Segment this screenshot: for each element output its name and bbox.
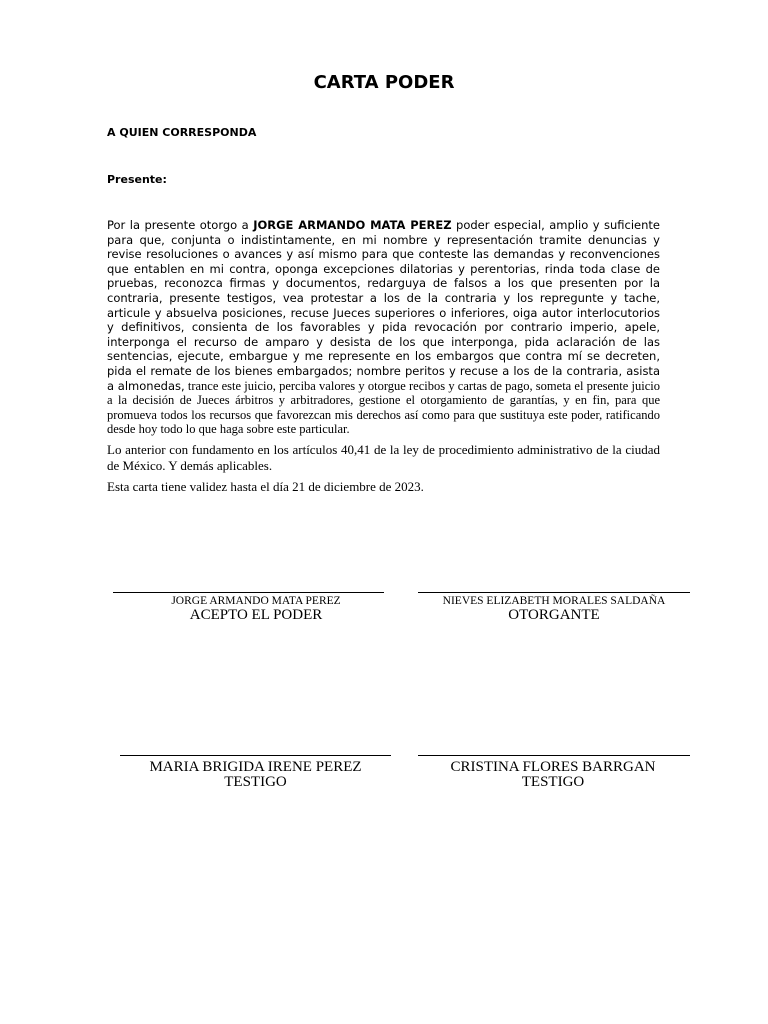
signature-line-accepter [113,592,384,593]
witness-2-role: TESTIGO [521,774,585,790]
legal-basis-paragraph: Lo anterior con fundamento en los artículos 40,41 de la ley de procedimiento administrativo de la ciudad de México. Y demás aplicables. [107,442,660,473]
witness-2-name: CRISTINA FLORES BARRGAN [450,759,656,775]
signature-line-witness-2 [418,755,690,756]
body-intro: Por la presente otorgo a [107,218,254,232]
witness-1-name: MARIA BRIGIDA IRENE PEREZ [149,759,362,775]
validity-paragraph: Esta carta tiene validez hasta el día 21 de diciembre de 2023. [107,479,424,494]
grantor-role: OTORGANTE [508,607,600,623]
accepter-role: ACEPTO EL PODER [189,607,323,623]
accepter-name: JORGE ARMANDO MATA PEREZ [171,595,341,607]
grantor-name: NIEVES ELIZABETH MORALES SALDAÑA [442,595,666,607]
body-text-serif: trance este juicio, perciba valores y otorgue recibos y cartas de pago, someta el presente juicio a la decisión de Jueces árbitros y arbitradores, gestione el otorgamiento de garantías, y en fin, para que promueva todos los recursos que favorezcan mis derechos así como para que sustituya este poder, ratificando desde hoy todo lo que haga sobre este particular. [107,378,661,437]
signature-line-witness-1 [120,755,391,756]
body-paragraph [107,218,660,437]
presente-label: Presente: [107,173,167,186]
document-title: CARTA PODER [313,72,455,93]
salutation: A QUIEN CORRESPONDA [107,126,257,139]
witness-1-role: TESTIGO [224,774,287,790]
attorney-name: JORGE ARMANDO MATA PEREZ [253,218,452,232]
signature-line-grantor [418,592,690,593]
body-text-sans: poder especial, amplio y suficiente para que, conjunta o indistintamente, en mi nombre y representación tramite denuncias y revise resoluciones o avances y así mismo para que conteste las demandas y reconvenciones que entablen en mi contra, oponga excepciones dilatorias y perentorias, rinda toda clase de pruebas, reconozca firmas y documentos, redarguya de falsos a los que presenten por la contraria, presente testigos, vea protestar a los de la contraria y los repregunte y tache, articule y absuelva posiciones, recuse Jueces superiores o inferiores, oiga autor interlocutorios y definitivos, consienta de los favorables y pida revocación por contrario imperio, apele, interponga el recurso de amparo y desista de los que interponga, pida aclaración de las sentencias, ejecute, embargue y me represente en los embargos que contra mí se decreten, pida el remate de los bienes embargados; nombre peritos y recuse a los de la contraria, asista a almonedas, [107,218,660,393]
